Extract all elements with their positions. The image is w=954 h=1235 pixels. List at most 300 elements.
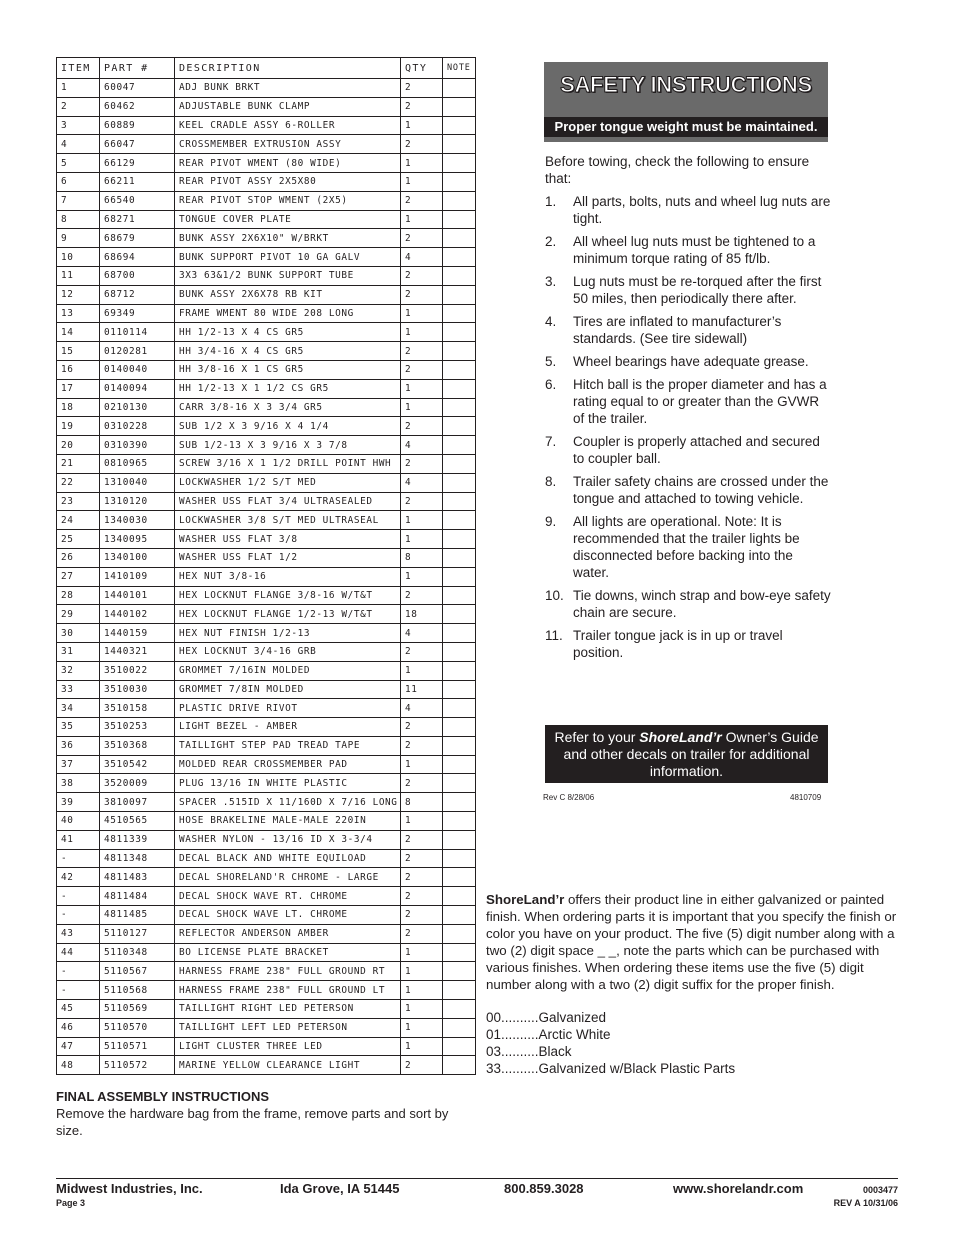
table-row <box>57 154 476 173</box>
footer-doc-number: 0003477 <box>862 1185 898 1195</box>
cell-description: WASHER NYLON - 13/16 ID X 3-3/4 <box>175 830 401 849</box>
cell-note <box>443 473 476 492</box>
cell-note <box>443 304 476 323</box>
cell-qty: 1 <box>401 661 443 680</box>
cell-note <box>443 1000 476 1019</box>
table-row <box>57 417 476 436</box>
cell-note <box>443 530 476 549</box>
cell-item: 22 <box>57 473 100 492</box>
cell-part-number: 3510368 <box>100 736 175 755</box>
footer-city: Ida Grove, IA 51445 <box>280 1181 400 1196</box>
table-row <box>57 1018 476 1037</box>
table-row <box>57 887 476 906</box>
cell-part-number: 0120281 <box>100 342 175 361</box>
final-assembly-text: Remove the hardware bag from the frame, remove parts and sort by size. <box>56 1106 449 1138</box>
cell-qty: 18 <box>401 605 443 624</box>
cell-description: HH 3/8-16 X 1 CS GR5 <box>175 360 401 379</box>
cell-note <box>443 699 476 718</box>
cell-description: DECAL SHOCK WAVE RT. CHROME <box>175 887 401 906</box>
cell-part-number: 1340095 <box>100 530 175 549</box>
cell-part-number: 5110570 <box>100 1018 175 1037</box>
footer-page: Page 3 <box>56 1198 86 1208</box>
cell-note <box>443 229 476 248</box>
cell-item: 38 <box>57 774 100 793</box>
footer-divider <box>56 1178 898 1179</box>
table-row <box>57 191 476 210</box>
cell-qty: 2 <box>401 736 443 755</box>
cell-item: 42 <box>57 868 100 887</box>
table-row <box>57 511 476 530</box>
list-item <box>545 376 831 427</box>
safety-checklist <box>545 193 831 667</box>
footer-phone: 800.859.3028 <box>504 1181 584 1196</box>
cell-item: 2 <box>57 97 100 116</box>
list-item <box>545 273 831 307</box>
table-row <box>57 906 476 925</box>
cell-item: 7 <box>57 191 100 210</box>
footer-website: www.shorelandr.com <box>673 1181 804 1196</box>
table-row <box>57 342 476 361</box>
list-item <box>545 433 831 467</box>
cell-note <box>443 755 476 774</box>
cell-description: DECAL SHOCK WAVE LT. CHROME <box>175 906 401 925</box>
cell-part-number: 66047 <box>100 135 175 154</box>
cell-description: DECAL BLACK AND WHITE EQUILOAD <box>175 849 401 868</box>
cell-part-number: 60889 <box>100 116 175 135</box>
table-row <box>57 718 476 737</box>
table-row <box>57 97 476 116</box>
cell-part-number: 1310040 <box>100 473 175 492</box>
cell-note <box>443 398 476 417</box>
table-row <box>57 774 476 793</box>
cell-qty: 8 <box>401 793 443 812</box>
header-part-number: PART # <box>100 58 175 79</box>
cell-qty: 1 <box>401 530 443 549</box>
list-item <box>545 353 831 370</box>
cell-item: 20 <box>57 436 100 455</box>
cell-note <box>443 79 476 98</box>
cell-qty: 2 <box>401 924 443 943</box>
cell-item: 1 <box>57 79 100 98</box>
cell-part-number: 0310228 <box>100 417 175 436</box>
cell-part-number: 60462 <box>100 97 175 116</box>
cell-description: CARR 3/8-16 X 3 3/4 GR5 <box>175 398 401 417</box>
list-item-text: Coupler is properly attached and secured to coupler ball. <box>573 434 820 466</box>
cell-item: 33 <box>57 680 100 699</box>
list-item <box>545 193 831 227</box>
cell-item: 37 <box>57 755 100 774</box>
cell-description: PLUG 13/16 IN WHITE PLASTIC <box>175 774 401 793</box>
list-item-text: Lug nuts must be re-torqued after the first 50 miles, then periodically there after. <box>573 274 822 306</box>
cell-item: 16 <box>57 360 100 379</box>
cell-part-number: 1440321 <box>100 642 175 661</box>
cell-part-number: 3510253 <box>100 718 175 737</box>
table-row <box>57 849 476 868</box>
header-item: ITEM <box>57 58 100 79</box>
cell-item: - <box>57 962 100 981</box>
cell-qty: 2 <box>401 454 443 473</box>
cell-qty: 4 <box>401 473 443 492</box>
cell-description: WASHER USS FLAT 1/2 <box>175 548 401 567</box>
cell-part-number: 1440159 <box>100 624 175 643</box>
cell-description: HEX NUT 3/8-16 <box>175 567 401 586</box>
cell-qty: 2 <box>401 285 443 304</box>
cell-part-number: 66211 <box>100 172 175 191</box>
cell-item: 46 <box>57 1018 100 1037</box>
list-item-number: 3. <box>545 274 557 289</box>
cell-part-number: 60047 <box>100 79 175 98</box>
cell-description: BO LICENSE PLATE BRACKET <box>175 943 401 962</box>
cell-qty: 1 <box>401 379 443 398</box>
cell-note <box>443 492 476 511</box>
cell-part-number: 1310120 <box>100 492 175 511</box>
cell-note <box>443 172 476 191</box>
cell-note <box>443 97 476 116</box>
cell-part-number: 68679 <box>100 229 175 248</box>
cell-description: HH 1/2-13 X 4 CS GR5 <box>175 323 401 342</box>
cell-qty: 1 <box>401 943 443 962</box>
cell-description: HARNESS FRAME 238" FULL GROUND LT <box>175 981 401 1000</box>
cell-note <box>443 830 476 849</box>
cell-item: 15 <box>57 342 100 361</box>
list-item <box>545 587 831 621</box>
table-row <box>57 567 476 586</box>
table-row <box>57 172 476 191</box>
finish-code: 01..........Arctic White <box>486 1027 611 1042</box>
cell-part-number: 4510565 <box>100 812 175 831</box>
cell-note <box>443 191 476 210</box>
cell-part-number: 3510030 <box>100 680 175 699</box>
cell-description: HH 3/4-16 X 4 CS GR5 <box>175 342 401 361</box>
cell-item: 31 <box>57 642 100 661</box>
cell-qty: 4 <box>401 248 443 267</box>
cell-item: - <box>57 906 100 925</box>
cell-qty: 1 <box>401 567 443 586</box>
cell-description: CROSSMEMBER EXTRUSION ASSY <box>175 135 401 154</box>
cell-part-number: 3510022 <box>100 661 175 680</box>
cell-description: BUNK SUPPORT PIVOT 10 GA GALV <box>175 248 401 267</box>
table-row <box>57 943 476 962</box>
cell-part-number: 0110114 <box>100 323 175 342</box>
parts-table-header <box>57 58 476 79</box>
cell-note <box>443 680 476 699</box>
cell-part-number: 4811483 <box>100 868 175 887</box>
cell-description: LOCKWASHER 3/8 S/T MED ULTRASEAL <box>175 511 401 530</box>
cell-note <box>443 962 476 981</box>
cell-qty: 1 <box>401 398 443 417</box>
cell-item: 23 <box>57 492 100 511</box>
finish-code: 00..........Galvanized <box>486 1010 607 1025</box>
table-row <box>57 548 476 567</box>
cell-item: 34 <box>57 699 100 718</box>
cell-description: HEX LOCKNUT FLANGE 1/2-13 W/T&T <box>175 605 401 624</box>
header-qty: QTY <box>401 58 443 79</box>
cell-qty: 2 <box>401 360 443 379</box>
cell-qty: 8 <box>401 548 443 567</box>
table-row <box>57 530 476 549</box>
table-row <box>57 210 476 229</box>
footer-revision: REV A 10/31/06 <box>833 1198 898 1208</box>
parts-table-body <box>57 79 476 1075</box>
table-row <box>57 323 476 342</box>
list-item-text: Wheel bearings have adequate grease. <box>573 354 809 369</box>
header-description: DESCRIPTION <box>175 58 401 79</box>
table-row <box>57 229 476 248</box>
cell-note <box>443 981 476 1000</box>
cell-qty: 2 <box>401 887 443 906</box>
cell-qty: 1 <box>401 172 443 191</box>
list-item <box>545 233 831 267</box>
list-item-number: 8. <box>545 474 557 489</box>
cell-qty: 2 <box>401 642 443 661</box>
cell-item: 40 <box>57 812 100 831</box>
cell-note <box>443 849 476 868</box>
cell-part-number: 3510158 <box>100 699 175 718</box>
cell-item: 4 <box>57 135 100 154</box>
cell-qty: 2 <box>401 97 443 116</box>
cell-part-number: 1440101 <box>100 586 175 605</box>
cell-item: 26 <box>57 548 100 567</box>
cell-description: REFLECTOR ANDERSON AMBER <box>175 924 401 943</box>
cell-description: HEX LOCKNUT 3/4-16 GRB <box>175 642 401 661</box>
cell-qty: 1 <box>401 323 443 342</box>
cell-qty: 1 <box>401 1037 443 1056</box>
refer-brand: ShoreLand’r <box>639 729 722 745</box>
refer-pre: Refer to your <box>554 729 640 745</box>
finish-codes <box>486 1009 735 1077</box>
cell-note <box>443 793 476 812</box>
cell-note <box>443 379 476 398</box>
cell-item: 10 <box>57 248 100 267</box>
cell-description: MOLDED REAR CROSSMEMBER PAD <box>175 755 401 774</box>
decal-number: 4810709 <box>790 793 822 802</box>
cell-qty: 2 <box>401 492 443 511</box>
cell-item: 45 <box>57 1000 100 1019</box>
cell-qty: 2 <box>401 868 443 887</box>
cell-description: ADJUSTABLE BUNK CLAMP <box>175 97 401 116</box>
cell-item: 3 <box>57 116 100 135</box>
cell-note <box>443 1018 476 1037</box>
cell-description: REAR PIVOT STOP WMENT (2X5) <box>175 191 401 210</box>
cell-item: - <box>57 887 100 906</box>
cell-qty: 1 <box>401 154 443 173</box>
cell-item: 17 <box>57 379 100 398</box>
cell-part-number: 5110568 <box>100 981 175 1000</box>
cell-part-number: 1340030 <box>100 511 175 530</box>
cell-note <box>443 906 476 925</box>
cell-note <box>443 116 476 135</box>
list-item-text: All parts, bolts, nuts and wheel lug nuts are tight. <box>573 194 831 226</box>
cell-item: 24 <box>57 511 100 530</box>
cell-item: 48 <box>57 1056 100 1075</box>
cell-item: 19 <box>57 417 100 436</box>
cell-item: 36 <box>57 736 100 755</box>
cell-qty: 2 <box>401 849 443 868</box>
cell-item: 9 <box>57 229 100 248</box>
cell-item: 5 <box>57 154 100 173</box>
cell-part-number: 3510542 <box>100 755 175 774</box>
safety-title: SAFETY INSTRUCTIONS <box>560 72 812 97</box>
cell-note <box>443 548 476 567</box>
list-item-text: Hitch ball is the proper diameter and has a rating equal to or greater than the GVWR of the trailer. <box>573 377 827 426</box>
list-item <box>545 313 831 347</box>
cell-part-number: 69349 <box>100 304 175 323</box>
final-assembly-heading: FINAL ASSEMBLY INSTRUCTIONS <box>56 1089 270 1104</box>
cell-part-number: 1340100 <box>100 548 175 567</box>
list-item <box>545 473 831 507</box>
cell-note <box>443 454 476 473</box>
cell-description: HEX NUT FINISH 1/2-13 <box>175 624 401 643</box>
table-row <box>57 473 476 492</box>
cell-part-number: 5110569 <box>100 1000 175 1019</box>
cell-description: BUNK ASSY 2X6X10" W/BRKT <box>175 229 401 248</box>
list-item-number: 11. <box>545 628 563 643</box>
list-item-number: 6. <box>545 377 557 392</box>
cell-note <box>443 266 476 285</box>
cell-description: SCREW 3/16 X 1 1/2 DRILL POINT HWH <box>175 454 401 473</box>
cell-note <box>443 323 476 342</box>
refer-post: Owner’s Guide and other decals on trailer for additional information. <box>563 729 819 779</box>
cell-part-number: 5110571 <box>100 1037 175 1056</box>
cell-note <box>443 924 476 943</box>
header-note: NOTE <box>443 58 476 79</box>
table-row <box>57 624 476 643</box>
table-row <box>57 699 476 718</box>
table-row <box>57 981 476 1000</box>
table-row <box>57 812 476 831</box>
cell-part-number: 0140094 <box>100 379 175 398</box>
cell-description: HOSE BRAKELINE MALE-MALE 220IN <box>175 812 401 831</box>
table-row <box>57 830 476 849</box>
safety-header-box <box>544 62 828 142</box>
cell-item: 6 <box>57 172 100 191</box>
cell-qty: 2 <box>401 417 443 436</box>
cell-part-number: 66540 <box>100 191 175 210</box>
cell-qty: 2 <box>401 718 443 737</box>
cell-part-number: 68694 <box>100 248 175 267</box>
cell-part-number: 0140040 <box>100 360 175 379</box>
table-row <box>57 454 476 473</box>
finish-paragraph <box>486 891 900 993</box>
table-row <box>57 379 476 398</box>
cell-qty: 1 <box>401 981 443 1000</box>
cell-description: LOCKWASHER 1/2 S/T MED <box>175 473 401 492</box>
cell-part-number: 3810097 <box>100 793 175 812</box>
cell-note <box>443 436 476 455</box>
cell-qty: 1 <box>401 1000 443 1019</box>
cell-qty: 2 <box>401 266 443 285</box>
cell-description: LIGHT CLUSTER THREE LED <box>175 1037 401 1056</box>
cell-item: 27 <box>57 567 100 586</box>
list-item <box>545 513 831 581</box>
cell-qty: 1 <box>401 1018 443 1037</box>
table-row <box>57 116 476 135</box>
cell-qty: 1 <box>401 210 443 229</box>
table-row <box>57 1056 476 1075</box>
cell-qty: 1 <box>401 812 443 831</box>
cell-part-number: 0310390 <box>100 436 175 455</box>
table-row <box>57 1037 476 1056</box>
cell-qty: 2 <box>401 774 443 793</box>
cell-note <box>443 135 476 154</box>
cell-description: TAILLIGHT RIGHT LED PETERSON <box>175 1000 401 1019</box>
cell-description: SUB 1/2 X 3 9/16 X 4 1/4 <box>175 417 401 436</box>
cell-note <box>443 736 476 755</box>
table-row <box>57 79 476 98</box>
table-row <box>57 586 476 605</box>
table-row <box>57 360 476 379</box>
cell-note <box>443 605 476 624</box>
cell-qty: 2 <box>401 191 443 210</box>
table-row <box>57 266 476 285</box>
finish-brand: ShoreLand’r <box>486 892 565 907</box>
table-row <box>57 248 476 267</box>
cell-part-number: 4811339 <box>100 830 175 849</box>
cell-note <box>443 586 476 605</box>
cell-note <box>443 567 476 586</box>
cell-part-number: 68700 <box>100 266 175 285</box>
cell-description: SUB 1/2-13 X 3 9/16 X 3 7/8 <box>175 436 401 455</box>
cell-item: 14 <box>57 323 100 342</box>
cell-description: REAR PIVOT ASSY 2X5X80 <box>175 172 401 191</box>
cell-item: 30 <box>57 624 100 643</box>
cell-qty: 2 <box>401 342 443 361</box>
cell-qty: 4 <box>401 624 443 643</box>
table-row <box>57 304 476 323</box>
cell-description: TAILLIGHT LEFT LED PETERSON <box>175 1018 401 1037</box>
cell-description: HH 1/2-13 X 1 1/2 CS GR5 <box>175 379 401 398</box>
cell-item: 47 <box>57 1037 100 1056</box>
list-item-number: 7. <box>545 434 557 449</box>
list-item-text: All wheel lug nuts must be tightened to a minimum torque rating of 85 ft/lb. <box>573 234 816 266</box>
cell-description: FRAME WMENT 80 WIDE 208 LONG <box>175 304 401 323</box>
table-row <box>57 1000 476 1019</box>
cell-note <box>443 285 476 304</box>
cell-note <box>443 661 476 680</box>
cell-part-number: 66129 <box>100 154 175 173</box>
cell-description: SPACER .515ID X 11/160D X 7/16 LONG <box>175 793 401 812</box>
cell-part-number: 68271 <box>100 210 175 229</box>
cell-note <box>443 868 476 887</box>
table-row <box>57 680 476 699</box>
list-item-number: 5. <box>545 354 557 369</box>
cell-item: 12 <box>57 285 100 304</box>
cell-description: BUNK ASSY 2X6X78 RB KIT <box>175 285 401 304</box>
list-item-text: Trailer safety chains are crossed under the tongue and attached to towing vehicle. <box>573 474 829 506</box>
cell-description: TONGUE COVER PLATE <box>175 210 401 229</box>
cell-part-number: 4811484 <box>100 887 175 906</box>
table-row <box>57 605 476 624</box>
table-row <box>57 661 476 680</box>
cell-note <box>443 642 476 661</box>
table-row <box>57 492 476 511</box>
cell-description: MARINE YELLOW CLEARANCE LIGHT <box>175 1056 401 1075</box>
cell-qty: 1 <box>401 116 443 135</box>
cell-part-number: 4811348 <box>100 849 175 868</box>
cell-item: - <box>57 981 100 1000</box>
list-item-number: 2. <box>545 234 557 249</box>
cell-description: HARNESS FRAME 238" FULL GROUND RT <box>175 962 401 981</box>
list-item-number: 9. <box>545 514 557 529</box>
table-row <box>57 868 476 887</box>
list-item <box>545 627 831 661</box>
cell-item: 18 <box>57 398 100 417</box>
table-row <box>57 736 476 755</box>
cell-note <box>443 342 476 361</box>
cell-item: 29 <box>57 605 100 624</box>
refer-box <box>545 725 828 783</box>
cell-item: 35 <box>57 718 100 737</box>
